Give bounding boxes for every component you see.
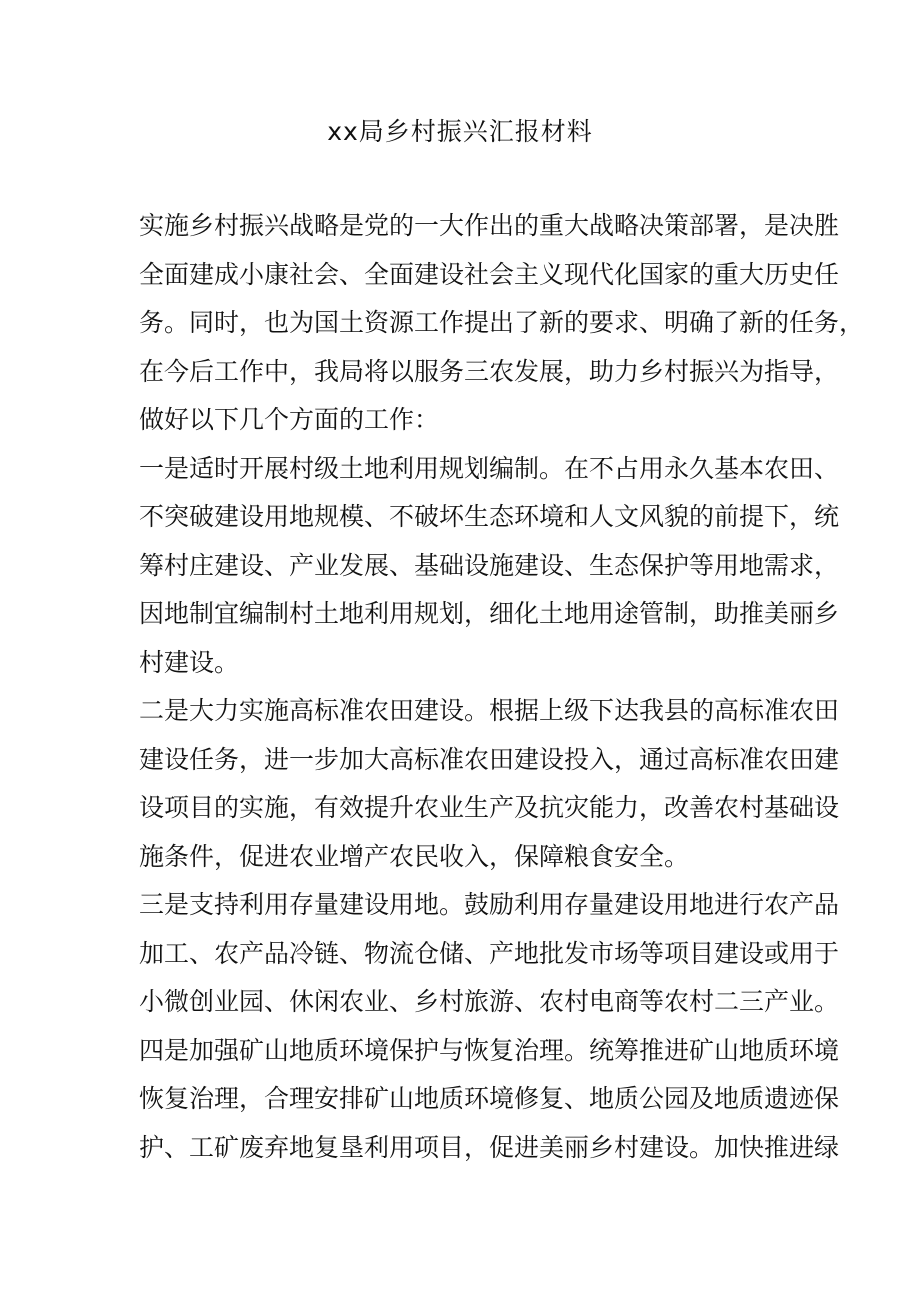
text-line: 护、工矿废弃地复垦利用项目，促进美丽乡村建设。加快推进绿: [139, 1132, 840, 1162]
text-line: 做好以下几个方面的工作：: [139, 405, 440, 434]
paragraph-item-2: [139, 687, 840, 881]
text-line: 设项目的实施，有效提升农业生产及抗灾能力，改善农村基础设: [139, 793, 840, 822]
document-body: [139, 202, 865, 1172]
text-line: 建设任务，进一步加大高标准农田建设投入，通过高标准农田建: [139, 744, 840, 774]
document-title: xx局乡村振兴汇报材料: [327, 117, 593, 146]
text-line: 施条件，促进农业增产农民收入，保障粮食安全。: [139, 841, 690, 871]
paragraph-item-3: [139, 881, 840, 1027]
text-line: 村建设。: [139, 647, 240, 677]
paragraph-intro: [139, 202, 865, 445]
text-line: 小微创业园、休闲农业、乡村旅游、农村电商等农村二三产业。: [139, 987, 840, 1016]
text-line: 实施乡村振兴战略是党的一大作出的重大战略决策部署，是决胜: [139, 211, 840, 240]
text-line: 不突破建设用地规模、不破坏生态环境和人文风貌的前提下，统: [139, 502, 840, 531]
text-line: 二是大力实施高标准农田建设。根据上级下达我县的高标准农田: [139, 696, 840, 725]
text-line: 加工、农产品冷链、物流仓储、产地批发市场等项目建设或用于: [139, 938, 840, 968]
paragraph-item-4: [139, 1027, 840, 1173]
text-line: 恢复治理，合理安排矿山地质环境修复、地质公园及地质遗迹保: [139, 1084, 840, 1113]
text-line: 筹村庄建设、产业发展、基础设施建设、生态保护等用地需求，: [139, 550, 840, 580]
text-line: 全面建成小康社会、全面建设社会主义现代化国家的重大历史任: [139, 259, 840, 289]
text-line: 四是加强矿山地质环境保护与恢复治理。统筹推进矿山地质环境: [139, 1035, 840, 1065]
paragraph-item-1: [139, 445, 840, 688]
text-line: 务。同时，也为国土资源工作提出了新的要求、明确了新的任务，: [139, 308, 865, 337]
text-line: 三是支持利用存量建设用地。鼓励利用存量建设用地进行农产品: [139, 890, 840, 919]
text-line: 一是适时开展村级土地利用规划编制。在不占用永久基本农田、: [139, 453, 840, 483]
text-line: 因地制宜编制村土地利用规划，细化土地用途管制，助推美丽乡: [139, 599, 840, 628]
text-line: 在今后工作中，我局将以服务三农发展，助力乡村振兴为指导，: [139, 356, 840, 386]
